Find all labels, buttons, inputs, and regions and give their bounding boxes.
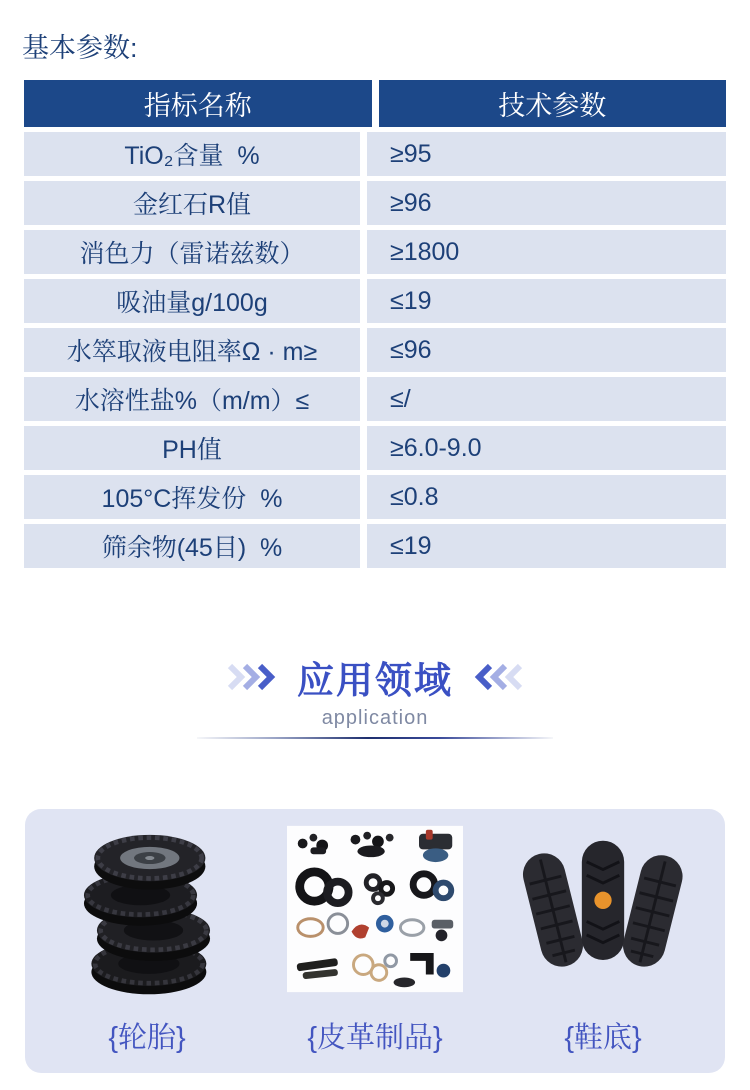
application-section-subtitle: application <box>321 707 429 729</box>
table-row <box>24 132 726 176</box>
row-label: 金红石R值 <box>24 181 360 225</box>
application-item-leather <box>261 819 489 1073</box>
chevrons-left-icon <box>470 663 524 691</box>
column-header-parameter: 技术参数 <box>379 80 727 127</box>
row-label: 筛余物(45目) % <box>24 524 360 568</box>
application-item-tires <box>33 819 261 1073</box>
row-value: ≤19 <box>367 279 726 323</box>
row-value: ≥96 <box>367 181 726 225</box>
application-section <box>0 650 750 739</box>
applications-card <box>25 809 725 1073</box>
application-section-header <box>0 650 750 704</box>
row-label: PH值 <box>24 426 360 470</box>
chevrons-right-icon <box>226 663 280 691</box>
row-value: ≤/ <box>367 377 726 421</box>
table-header-row <box>24 80 726 127</box>
shoe-soles-image <box>521 819 685 999</box>
row-value: ≤96 <box>367 328 726 372</box>
page-title: 基本参数: <box>22 33 138 63</box>
table-row <box>24 475 726 519</box>
leather-products-image <box>287 819 463 999</box>
application-label-leather: {皮革制品} <box>307 1022 443 1054</box>
row-value: ≤19 <box>367 524 726 568</box>
tires-image <box>78 819 216 999</box>
application-label-tires: {轮胎} <box>108 1022 186 1054</box>
table-row <box>24 279 726 323</box>
row-label: 105°C挥发份 % <box>24 475 360 519</box>
row-label: 消色力（雷诺兹数） <box>24 230 360 274</box>
table-row <box>24 524 726 568</box>
application-label-soles: {鞋底} <box>564 1022 642 1054</box>
spec-table <box>24 80 726 568</box>
table-row <box>24 377 726 421</box>
row-value: ≥6.0-9.0 <box>367 426 726 470</box>
row-label: TiO₂含量 % <box>24 132 360 176</box>
application-item-soles <box>489 819 717 1073</box>
row-value: ≥1800 <box>367 230 726 274</box>
row-label: 水溶性盐%（m/m）≤ <box>24 377 360 421</box>
table-row <box>24 426 726 470</box>
table-row <box>24 181 726 225</box>
table-row <box>24 230 726 274</box>
row-label: 吸油量g/100g <box>24 279 360 323</box>
row-label: 水箤取液电阻率Ω · m≥ <box>24 328 360 372</box>
row-value: ≥95 <box>367 132 726 176</box>
table-row <box>24 328 726 372</box>
row-value: ≤0.8 <box>367 475 726 519</box>
column-header-indicator: 指标名称 <box>24 80 372 127</box>
application-section-title: 应用领域 <box>297 660 453 701</box>
section-divider <box>197 737 553 739</box>
